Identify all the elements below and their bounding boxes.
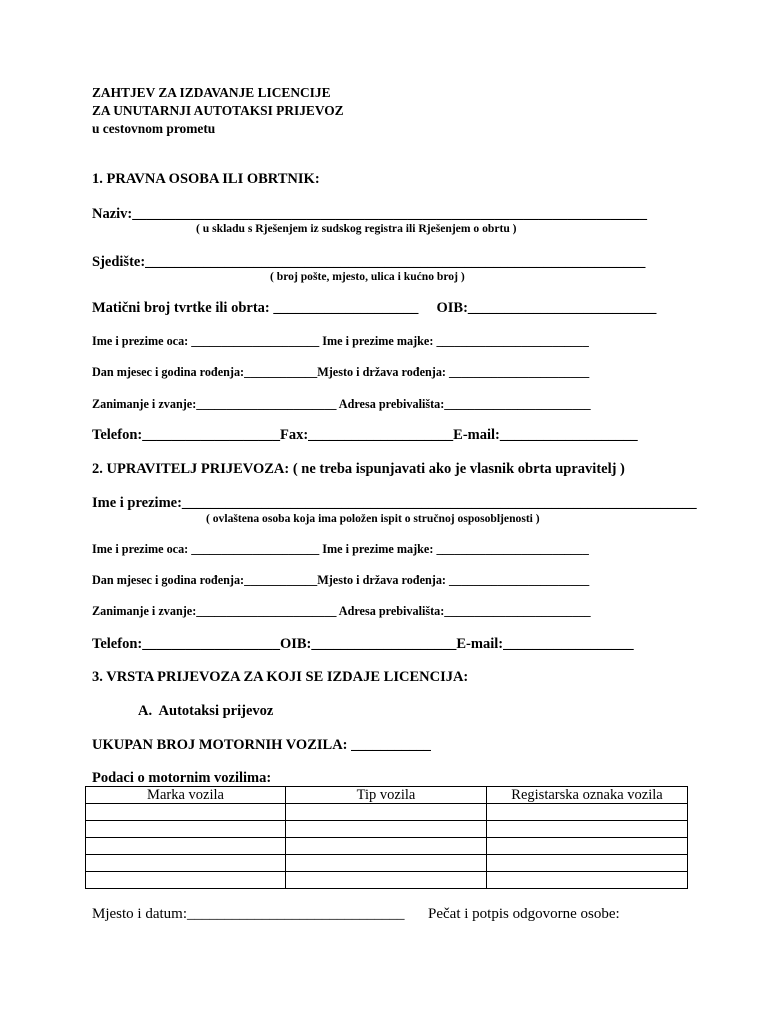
table-row xyxy=(86,855,688,872)
table-cell-registarska[interactable] xyxy=(487,821,688,838)
table-cell-tip[interactable] xyxy=(286,804,487,821)
rodjenje-field[interactable]: Dan mjesec i godina rođenja:____________Mjesto i država rođenja: _______________________ xyxy=(92,365,590,379)
prijevoz-type-a: A. Autotaksi prijevoz xyxy=(138,703,274,719)
table-cell-tip[interactable] xyxy=(286,821,487,838)
title-line-2: ZA UNUTARNJI AUTOTAKSI PRIJEVOZ xyxy=(92,103,344,118)
zanimanje-adresa-field[interactable]: Zanimanje i zvanje:_______________________ Adresa prebivališta:________________________ xyxy=(92,397,591,411)
section-3-heading: 3. VRSTA PRIJEVOZA ZA KOJI SE IZDAJE LICENCIJA: xyxy=(92,669,469,685)
table-cell-registarska[interactable] xyxy=(487,838,688,855)
table-cell-marka[interactable] xyxy=(86,838,286,855)
sjediste-field[interactable]: Sjedište:_____________________________________________________________________ xyxy=(92,254,646,270)
naziv-note: ( u skladu s Rješenjem iz sudskog registra ili Rješenjem o obrtu ) xyxy=(196,222,517,235)
podaci-label: Podaci o motornim vozilima: xyxy=(92,770,272,786)
table-row xyxy=(86,804,688,821)
table-cell-tip[interactable] xyxy=(286,855,487,872)
naziv-field[interactable]: Naziv:_______________________________________________________________________ xyxy=(92,206,648,222)
kontakt-field[interactable]: Telefon:___________________Fax:____________________E-mail:___________________ xyxy=(92,427,638,443)
table-cell-tip[interactable] xyxy=(286,838,487,855)
table-cell-marka[interactable] xyxy=(86,821,286,838)
maticni-oib-field[interactable]: Matični broj tvrtke ili obrta: ____________________ OIB:__________________________ xyxy=(92,300,657,316)
table-cell-registarska[interactable] xyxy=(487,872,688,889)
upravitelj-roditelji-field[interactable]: Ime i prezime oca: _____________________ Ime i prezime majke: _________________________ xyxy=(92,542,589,556)
column-header-registarska: Registarska oznaka vozila xyxy=(487,787,688,804)
table-row xyxy=(86,821,688,838)
upravitelj-zanimanje-field[interactable]: Zanimanje i zvanje:_______________________ Adresa prebivališta:________________________ xyxy=(92,604,591,618)
upravitelj-rodjenje-field[interactable]: Dan mjesec i godina rođenja:____________Mjesto i država rođenja: _______________________ xyxy=(92,573,590,587)
table-cell-registarska[interactable] xyxy=(487,855,688,872)
roditelji-field[interactable]: Ime i prezime oca: _____________________ Ime i prezime majke: _________________________ xyxy=(92,334,589,348)
vehicle-table-header xyxy=(86,787,688,804)
mjesto-datum-field[interactable]: Mjesto i datum:_____________________________ xyxy=(92,906,405,922)
table-cell-registarska[interactable] xyxy=(487,804,688,821)
sjediste-note: ( broj pošte, mjesto, ulica i kućno broj ) xyxy=(270,270,465,283)
column-header-marka: Marka vozila xyxy=(86,787,286,804)
section-2-heading: 2. UPRAVITELJ PRIJEVOZA: ( ne treba ispunjavati ako je vlasnik obrta upravitelj ) xyxy=(92,461,625,477)
upravitelj-ime-field[interactable]: Ime i prezime:_______________________________________________________________________ xyxy=(92,495,697,511)
upravitelj-ime-note: ( ovlaštena osoba koja ima položen ispit o stručnoj osposobljenosti ) xyxy=(206,512,540,525)
upravitelj-kontakt-field[interactable]: Telefon:___________________OIB:____________________E-mail:__________________ xyxy=(92,636,634,652)
title-line-1: ZAHTJEV ZA IZDAVANJE LICENCIJE xyxy=(92,85,331,100)
pecat-potpis-label: Pečat i potpis odgovorne osobe: xyxy=(428,906,620,922)
table-row xyxy=(86,838,688,855)
ukupan-broj-field[interactable]: UKUPAN BROJ MOTORNIH VOZILA: ___________ xyxy=(92,737,431,753)
table-cell-marka[interactable] xyxy=(86,804,286,821)
column-header-tip: Tip vozila xyxy=(286,787,487,804)
table-cell-tip[interactable] xyxy=(286,872,487,889)
vehicle-table xyxy=(85,786,688,889)
table-row xyxy=(86,872,688,889)
section-1-heading: 1. PRAVNA OSOBA ILI OBRTNIK: xyxy=(92,171,320,187)
table-cell-marka[interactable] xyxy=(86,855,286,872)
title-line-3: u cestovnom prometu xyxy=(92,121,216,136)
table-cell-marka[interactable] xyxy=(86,872,286,889)
